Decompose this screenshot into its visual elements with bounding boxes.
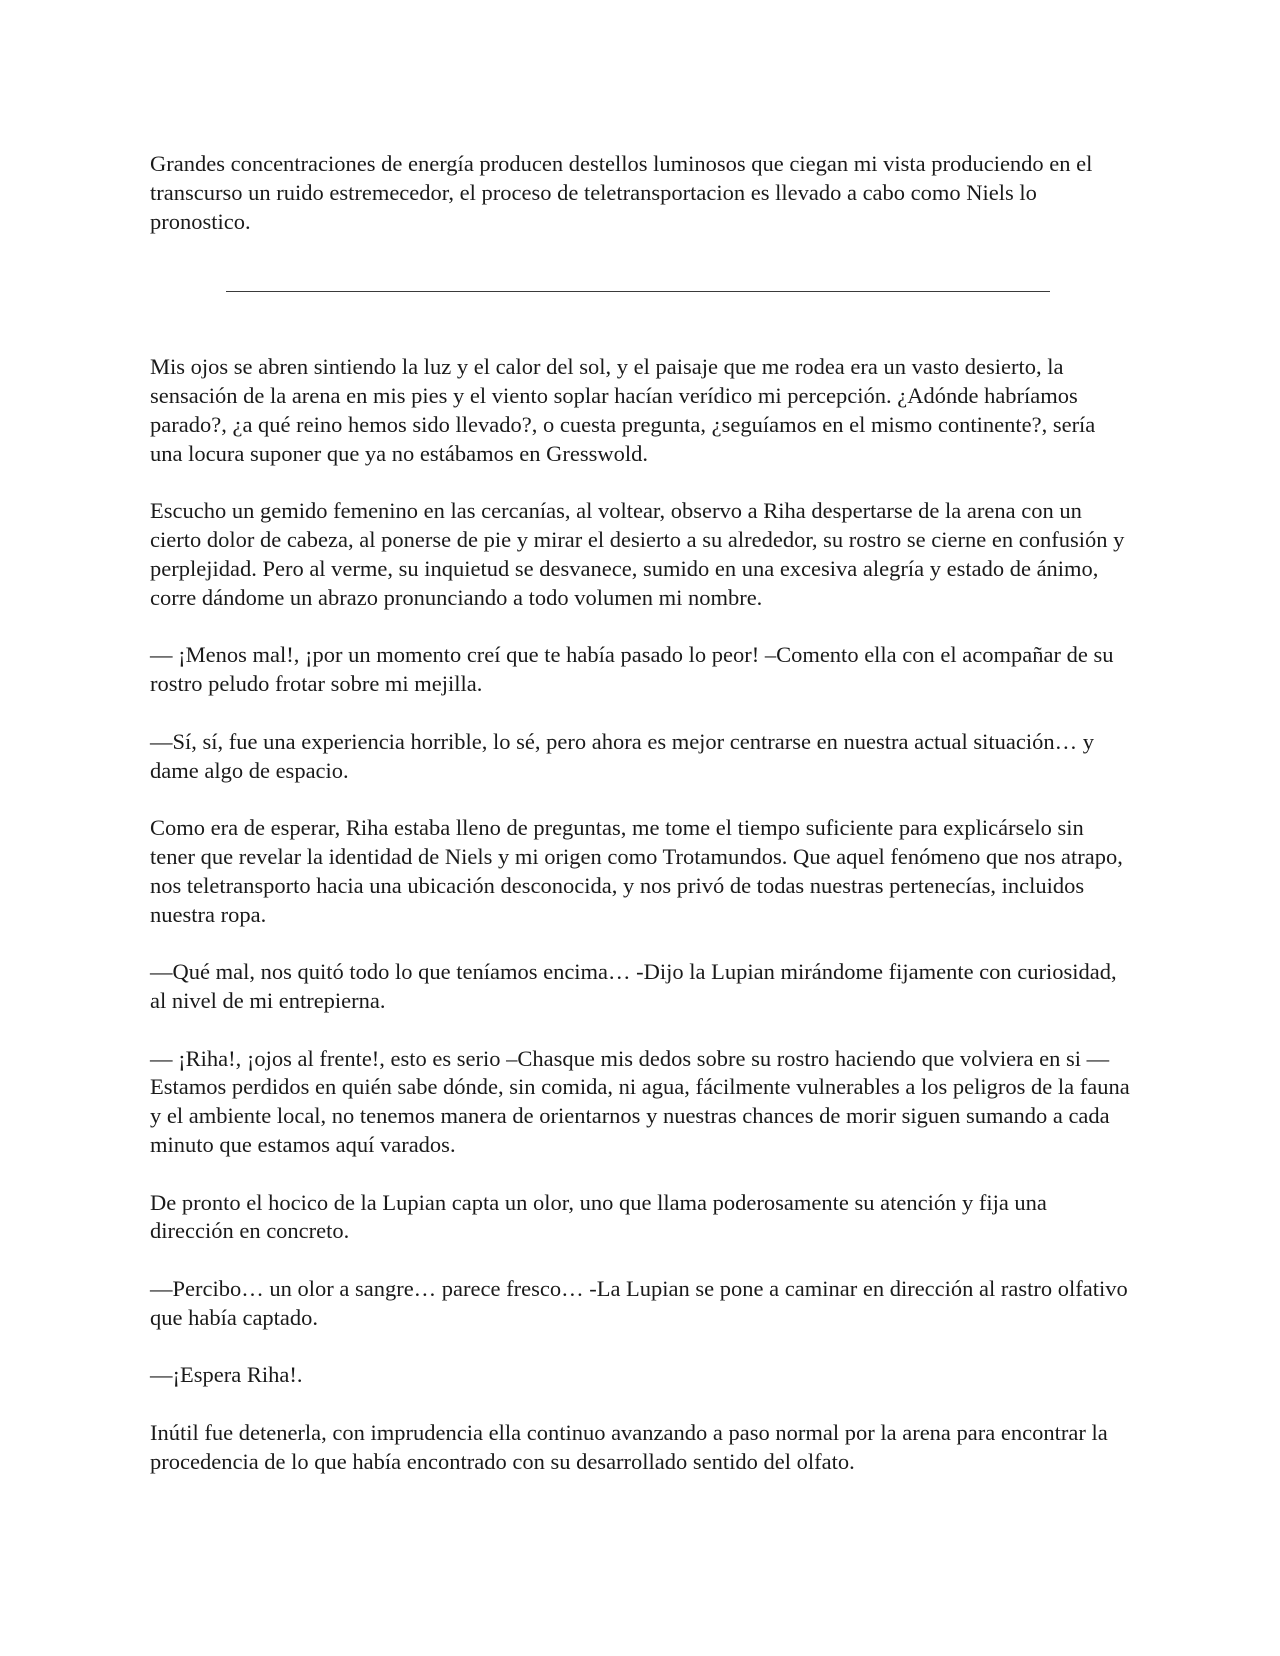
intro-paragraph: Grandes concentraciones de energía producen destellos luminosos que ciegan mi vista produciendo en el transcurso un ruido estremecedor, el proceso de teletransportacion es llevado a cabo como Niels lo pronostico.	[150, 151, 1093, 234]
paragraph-10: —¡Espera Riha!.	[150, 1362, 303, 1388]
paragraph-9: —Percibo… un olor a sangre… parece fresco… -La Lupian se pone a caminar en dirección al rastro olfativo que había captado.	[150, 1275, 1128, 1330]
paragraph-2: Escucho un gemido femenino en las cercanías, al voltear, observo a Riha despertarse de la arena con un cierto dolor de cabeza, al ponerse de pie y mirar el desierto a su alrededor, su rostro se cierne en confusión y perplejidad. Pero al verme, su inquietud se desvanece, sumido en una excesiva alegría y estado de ánimo, corre dándome un abrazo pronunciando a todo volumen mi nombre.	[150, 498, 1125, 610]
document-page	[150, 150, 1130, 1505]
paragraph-4: —Sí, sí, fue una experiencia horrible, lo sé, pero ahora es mejor centrarse en nuestra actual situación… y dame algo de espacio.	[150, 728, 1095, 783]
paragraph-5: Como era de esperar, Riha estaba lleno de preguntas, me tome el tiempo suficiente para explicárselo sin tener que revelar la identidad de Niels y mi origen como Trotamundos. Que aquel fenómeno que nos atrapo, nos teletransporto hacia una ubicación desconocida, y nos privó de todas nuestras pertenecías, incluidos nuestra ropa.	[150, 815, 1123, 927]
paragraph-6: —Qué mal, nos quitó todo lo que teníamos encima… -Dijo la Lupian mirándome fijamente con curiosidad, al nivel de mi entrepierna.	[150, 959, 1117, 1013]
paragraph-3: — ¡Menos mal!, ¡por un momento creí que te había pasado lo peor! –Comento ella con el acompañar de su rostro peludo frotar sobre mi mejilla.	[150, 642, 1114, 697]
section-separator	[226, 291, 1050, 292]
paragraph-1: Mis ojos se abren sintiendo la luz y el calor del sol, y el paisaje que me rodea era un vasto desierto, la sensación de la arena en mis pies y el viento soplar hacían verídico mi percepción. ¿Adónde habríamos parado?, ¿a qué reino hemos sido llevado?, o cuesta pregunta, ¿seguíamos en el mismo continente?, sería una locura suponer que ya no estábamos en Gresswold.	[150, 354, 1096, 466]
paragraph-7: — ¡Riha!, ¡ojos al frente!, esto es serio –Chasque mis dedos sobre su rostro haciendo que volviera en si —Estamos perdidos en quién sabe dónde, sin comida, ni agua, fácilmente vulnerables a los peligros de la fauna y el ambiente local, no tenemos manera de orientarnos y nuestras chances de morir siguen sumando a cada minuto que estamos aquí varados.	[150, 1045, 1130, 1157]
section-separator-block	[150, 291, 1130, 353]
paragraph-8: De pronto el hocico de la Lupian capta un olor, uno que llama poderosamente su atención y fija una dirección en concreto.	[150, 1189, 1047, 1244]
paragraph-11: Inútil fue detenerla, con imprudencia ella continuo avanzando a paso normal por la arena para encontrar la procedencia de lo que había encontrado con su desarrollado sentido del olfato.	[150, 1419, 1108, 1474]
